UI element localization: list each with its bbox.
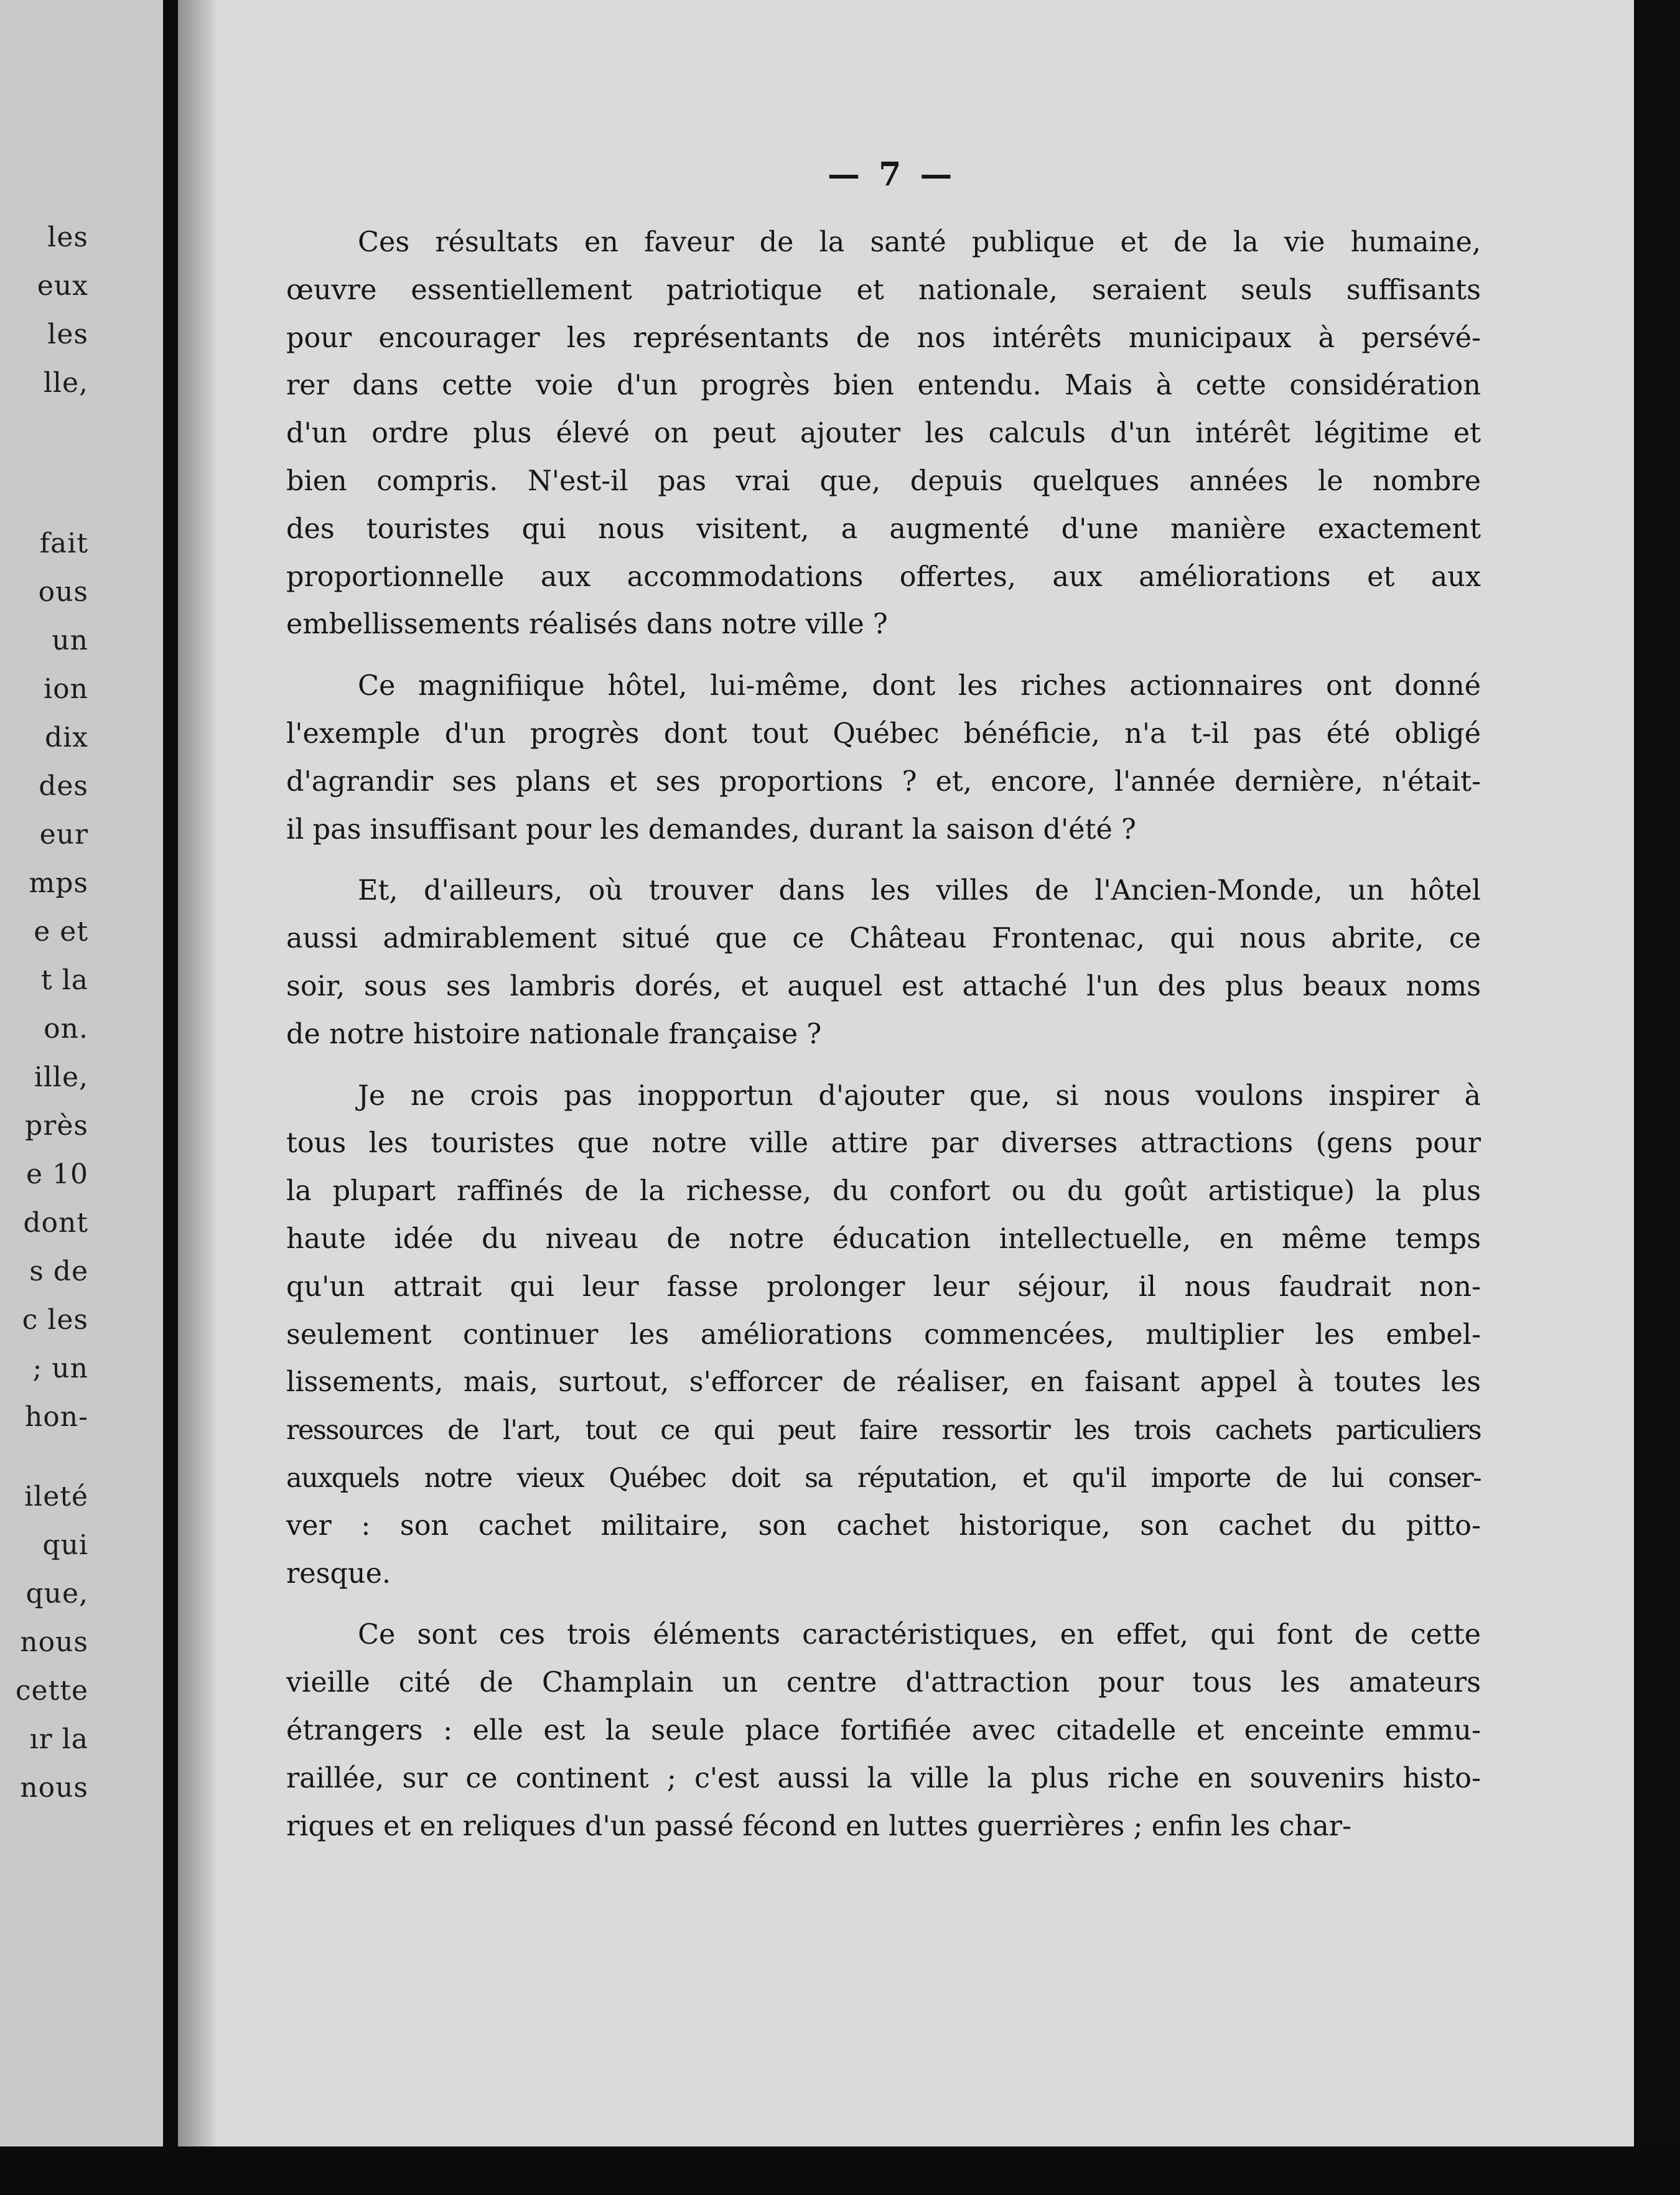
text-line: seulement continuer les améliorations commencées, multiplier les embel- xyxy=(286,1318,1481,1351)
text-line: soir, sous ses lambris dorés, et auquel est attaché l'un des plus beaux noms xyxy=(286,970,1481,1002)
facing-page-fragment-word: cette xyxy=(15,1675,88,1707)
paragraph xyxy=(286,867,1481,1058)
text-line: d'agrandir ses plans et ses proportions ? et, encore, l'année dernière, n'était- xyxy=(286,765,1481,798)
text-line: rer dans cette voie d'un progrès bien entendu. Mais à cette considération xyxy=(286,370,1481,402)
scan-border-bottom xyxy=(0,2146,1680,2195)
text-line: pour encourager les représentants de nos intérêts municipaux à persévé- xyxy=(286,322,1481,354)
gutter-shadow xyxy=(178,0,215,2195)
facing-page-fragment-word: s de xyxy=(29,1256,88,1287)
facing-page-fragment-word: nous xyxy=(20,1772,88,1804)
paragraph xyxy=(286,663,1481,854)
paragraph xyxy=(286,1611,1481,1850)
facing-page-fragment-word: ileté xyxy=(24,1481,88,1512)
facing-page-fragment-word: dont xyxy=(23,1207,88,1239)
facing-page-fragment-word: les xyxy=(47,319,88,350)
text-line: aussi admirablement situé que ce Château Frontenac, qui nous abrite, ce xyxy=(286,923,1481,955)
text-line: riques et en reliques d'un passé fécond en luttes guerrières ; enfin les char- xyxy=(286,1810,1352,1842)
text-line: proportionnelle aux accommodations offertes, aux améliorations et aux xyxy=(286,561,1481,593)
facing-page-fragment-word: e et xyxy=(34,916,88,948)
text-line: étrangers : elle est la seule place fortifiée avec citadelle et enceinte emmu- xyxy=(286,1714,1481,1746)
text-line: embellissements réalisés dans notre ville ? xyxy=(286,608,888,641)
text-line: d'un ordre plus élevé on peut ajouter les calculs d'un intérêt légitime et xyxy=(286,417,1481,450)
text-line: tous les touristes que notre ville attire par diverses attractions (gens pour xyxy=(286,1127,1481,1160)
text-line: Ces résultats en faveur de la santé publique et de la vie humaine, xyxy=(358,226,1481,258)
facing-page-fragment xyxy=(0,0,163,2195)
page-number: — 7 — xyxy=(828,156,956,193)
facing-page-fragment-word: ous xyxy=(38,576,88,608)
text-line: ver : son cachet militaire, son cachet historique, son cachet du pitto- xyxy=(286,1509,1481,1542)
text-line: de notre histoire nationale française ? xyxy=(286,1018,822,1050)
facing-page-fragment-word: un xyxy=(52,625,88,656)
body-text xyxy=(286,219,1481,1864)
facing-page-fragment-word: c les xyxy=(22,1304,88,1336)
facing-page-fragment-word: ır la xyxy=(29,1723,88,1755)
text-line: auxquels notre vieux Québec doit sa réputation, et qu'il importe de lui conser- xyxy=(286,1462,1481,1494)
facing-page-fragment-word: des xyxy=(39,770,88,802)
text-line: l'exemple d'un progrès dont tout Québec bénéficie, n'a t-il pas été obligé xyxy=(286,717,1481,750)
paragraph xyxy=(286,1073,1481,1598)
binding-gutter xyxy=(163,0,178,2195)
text-line: Et, d'ailleurs, où trouver dans les villes de l'Ancien-Monde, un hôtel xyxy=(358,875,1481,907)
text-line: il pas insuffisant pour les demandes, durant la saison d'été ? xyxy=(286,813,1136,846)
text-line: resque. xyxy=(286,1557,391,1590)
facing-page-fragment-word: t la xyxy=(41,964,88,996)
facing-page-fragment-word: près xyxy=(25,1110,88,1142)
facing-page-fragment-word: mps xyxy=(29,867,88,899)
facing-page-fragment-word: fait xyxy=(39,528,88,559)
facing-page-fragment-word: on. xyxy=(44,1013,88,1045)
facing-page-fragment-word: que, xyxy=(26,1578,88,1610)
facing-page-fragment-word: les xyxy=(47,221,88,253)
facing-page-fragment-word: e 10 xyxy=(26,1158,88,1190)
facing-page-fragment-word: nous xyxy=(20,1626,88,1658)
text-line: Je ne crois pas inopportun d'ajouter que, si nous voulons inspirer à xyxy=(358,1079,1481,1112)
text-line: raillée, sur ce continent ; c'est aussi la ville la plus riche en souvenirs histo- xyxy=(286,1762,1481,1794)
facing-page-fragment-word: eux xyxy=(37,270,88,302)
text-line: vieille cité de Champlain un centre d'attraction pour tous les amateurs xyxy=(286,1667,1481,1699)
text-line: Ce magnifiique hôtel, lui-même, dont les riches actionnaires ont donné xyxy=(358,670,1481,702)
facing-page-fragment-word: qui xyxy=(42,1529,88,1561)
text-line: qu'un attrait qui leur fasse prolonger leur séjour, il nous faudrait non- xyxy=(286,1270,1481,1303)
text-line: bien compris. N'est-il pas vrai que, depuis quelques années le nombre xyxy=(286,465,1481,497)
facing-page-fragment-word: eur xyxy=(39,819,88,851)
facing-page-fragment-word: ille, xyxy=(34,1061,88,1093)
facing-page-fragment-word: lle, xyxy=(43,367,88,399)
text-line: lissements, mais, surtout, s'efforcer de réaliser, en faisant appel à toutes les xyxy=(286,1366,1481,1399)
text-line: ressources de l'art, tout ce qui peut faire ressortir les trois cachets particuliers xyxy=(286,1415,1481,1447)
facing-page-fragment-word: ion xyxy=(44,673,88,705)
text-line: haute idée du niveau de notre éducation intellectuelle, en même temps xyxy=(286,1223,1481,1255)
text-line: des touristes qui nous visitent, a augmenté d'une manière exactement xyxy=(286,513,1481,545)
facing-page-fragment-word: hon- xyxy=(24,1401,88,1433)
facing-page-fragment-word: ; un xyxy=(32,1353,88,1384)
text-line: la plupart raffinés de la richesse, du confort ou du goût artistique) la plus xyxy=(286,1175,1481,1208)
facing-page-fragment-word: dix xyxy=(44,722,88,753)
text-line: Ce sont ces trois éléments caractéristiques, en effet, qui font de cette xyxy=(358,1619,1481,1651)
scan-border-right xyxy=(1634,0,1680,2195)
text-line: œuvre essentiellement patriotique et nationale, seraient seuls suffisants xyxy=(286,274,1481,306)
paragraph xyxy=(286,219,1481,649)
